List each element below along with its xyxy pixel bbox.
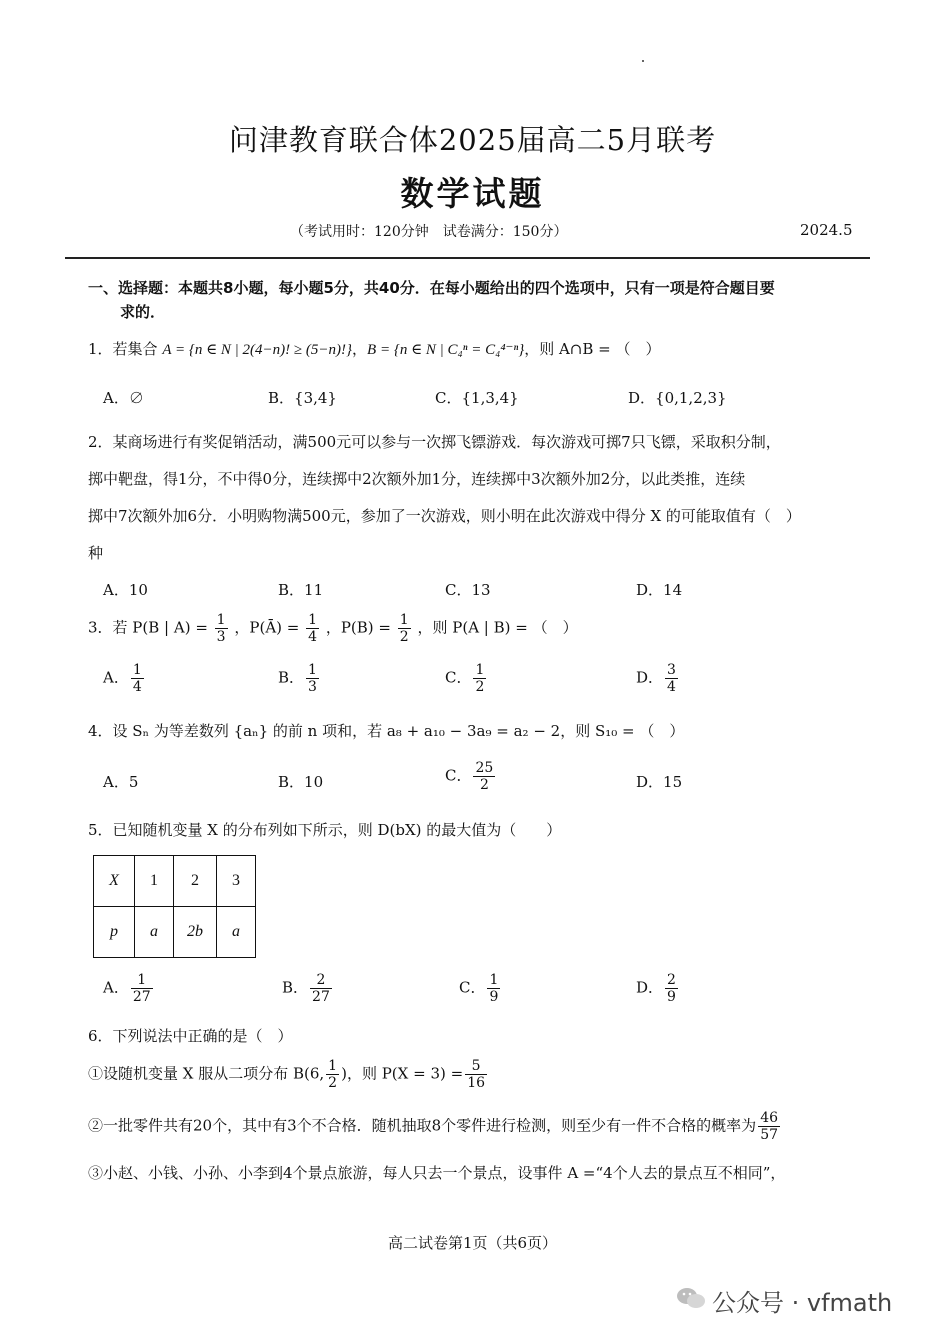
q4-c-den: 2 — [479, 777, 489, 793]
q5-option-a-label: A． — [103, 978, 129, 997]
q5-a-den: 27 — [132, 989, 151, 1005]
q3-option-b-label: B． — [278, 668, 305, 687]
q6-s1-num: 1 — [328, 1058, 338, 1074]
q3-fraction-3 — [398, 612, 411, 645]
q3-b-num: 1 — [308, 662, 317, 678]
q3-part3: ，P(B) = — [325, 618, 391, 637]
q3-f2-den: 4 — [308, 629, 318, 645]
q2-option-c: C．13 — [445, 581, 491, 599]
question-1-stem — [88, 338, 661, 359]
q3-f3-den: 2 — [399, 629, 409, 645]
q3-option-c — [445, 662, 488, 695]
q5-option-d-frac — [665, 972, 678, 1005]
q6-s1-part-b: )，则 P(X = 3) = — [341, 1064, 464, 1083]
q6-stem: 6．下列说法中正确的是（ ） — [88, 1027, 293, 1045]
q3-d-den: 4 — [667, 679, 676, 695]
table-cell: X — [94, 856, 135, 907]
q5-option-c-frac — [487, 972, 500, 1005]
q3-option-a-label: A． — [103, 668, 129, 687]
q6-s2-text: ②一批零件共有20个，其中有3个不合格．随机抽取8个零件进行检测，则至少有一件不合格的概率为 — [88, 1116, 757, 1135]
scan-speck — [642, 60, 644, 62]
q5-option-c-label: C． — [459, 978, 486, 997]
q3-option-b — [278, 662, 321, 695]
q4-option-d: D．15 — [636, 773, 683, 791]
table-cell: a — [217, 907, 256, 958]
q3-a-num: 1 — [132, 662, 142, 678]
watermark-text: 公众号 · vfmath — [712, 1289, 893, 1317]
q3-option-c-label: C． — [445, 668, 472, 687]
q3-option-b-frac — [306, 662, 319, 695]
q5-d-num: 2 — [667, 972, 676, 988]
q4-c-num: 25 — [475, 760, 494, 776]
q3-option-d — [636, 662, 680, 695]
q1-option-b: B．{3,4} — [268, 389, 337, 407]
q3-f2-num: 1 — [308, 612, 318, 628]
q6-s2-den: 57 — [760, 1127, 779, 1143]
table-cell: p — [94, 907, 135, 958]
q5-option-c — [459, 972, 502, 1005]
distribution-table — [93, 855, 256, 958]
q6-statement-2 — [88, 1110, 782, 1143]
exam-info: （考试用时：120分钟 试卷满分：150分） — [290, 224, 568, 240]
q6-s2-num: 46 — [760, 1110, 779, 1126]
q3-fraction-2 — [306, 612, 319, 645]
q5-option-a — [103, 972, 155, 1005]
question-3-stem — [88, 612, 578, 645]
q3-c-num: 1 — [475, 662, 485, 678]
subject-title: 数学试题 — [400, 174, 545, 213]
q3-f3-num: 1 — [399, 612, 409, 628]
q5-option-a-frac — [131, 972, 153, 1005]
q1-set-b: B = {n ∈ N | C₄ⁿ = C₄⁴⁻ⁿ} — [367, 342, 525, 358]
q6-s1-result-num: 5 — [465, 1058, 487, 1075]
section-heading — [88, 276, 775, 324]
table-cell: 2b — [174, 907, 217, 958]
table-cell: a — [135, 907, 174, 958]
q6-statement-1 — [88, 1058, 489, 1091]
q1-option-c: C．{1,3,4} — [435, 389, 519, 407]
q4-stem: 4．设 Sₙ 为等差数列 {aₙ} 的前 n 项和，若 a₈ + a₁₀ − 3a₉ = a₂ − 2，则 S₁₀ = （ ） — [88, 722, 685, 740]
q4-option-c-frac — [473, 760, 495, 793]
q3-part4: ，则 P(A | B) = （ ） — [417, 618, 578, 637]
q1-stem-a: 1．若集合 — [88, 340, 163, 358]
q3-a-den: 4 — [132, 679, 142, 695]
q6-s2-frac — [758, 1110, 780, 1143]
q3-option-a-frac — [131, 662, 144, 695]
q6-statement-3: ③小赵、小钱、小孙、小李到4个景点旅游，每人只去一个景点，设事件 A =“4个人去的景点互不相同”， — [88, 1164, 786, 1182]
q5-c-num: 1 — [489, 972, 499, 988]
wechat-icon — [676, 1286, 706, 1310]
table-cell: 3 — [217, 856, 256, 907]
q3-fraction-1 — [215, 612, 228, 645]
q5-option-d — [636, 972, 680, 1005]
q5-option-b — [282, 972, 334, 1005]
q3-f1-num: 1 — [216, 612, 226, 628]
q4-option-c — [445, 760, 497, 793]
q4-option-b: B．10 — [278, 773, 324, 791]
q6-s1-part-a: ①设随机变量 X 服从二项分布 B(6, — [88, 1064, 325, 1083]
q5-option-b-frac — [310, 972, 332, 1005]
q5-c-den: 9 — [489, 989, 499, 1005]
q3-f1-den: 3 — [216, 629, 226, 645]
q5-option-b-label: B． — [282, 978, 309, 997]
q2-option-d: D．14 — [636, 581, 683, 599]
q5-option-d-label: D． — [636, 978, 664, 997]
q1-option-d: D．{0,1,2,3} — [628, 389, 727, 407]
q6-s1-frac — [326, 1058, 339, 1091]
q3-part1: 3．若 P(B | A) = — [88, 618, 208, 637]
table-cell: 2 — [174, 856, 217, 907]
q2-option-a: A．10 — [103, 581, 148, 599]
section-heading-line2: 求的． — [120, 303, 166, 321]
q3-d-num: 3 — [667, 662, 676, 678]
q3-part2: ，P(Ā) = — [234, 618, 300, 637]
q5-b-den: 27 — [312, 989, 330, 1005]
q2-line1: 2．某商场进行有奖促销活动，满500元可以参与一次掷飞镖游戏．每次游戏可掷7只飞镖，采取积分制， — [88, 433, 781, 451]
q5-stem: 5．已知随机变量 X 的分布列如下所示，则 D(bX) 的最大值为（ ） — [88, 821, 562, 839]
q3-option-a — [103, 662, 146, 695]
table-row — [94, 907, 256, 958]
section-heading-line1: 一、选择题：本题共8小题，每小题5分，共40分．在每小题给出的四个选项中，只有一项是符合题目要 — [88, 279, 775, 297]
q3-option-d-frac — [665, 662, 678, 695]
q5-d-den: 9 — [667, 989, 676, 1005]
q3-b-den: 3 — [308, 679, 317, 695]
table-cell: 1 — [135, 856, 174, 907]
table-row — [94, 856, 256, 907]
q6-s1-den: 2 — [328, 1075, 338, 1091]
exam-date: 2024.5 — [800, 221, 853, 239]
q2-option-b: B．11 — [278, 581, 324, 599]
q1-option-a: A．∅ — [103, 389, 144, 407]
page-footer: 高二试卷第1页（共6页） — [387, 1234, 558, 1252]
q1-set-a: A = {n ∈ N | 2(4−n)! ≥ (5−n)!} — [162, 342, 353, 358]
q2-line3: 掷中7次额外加6分．小明购物满500元，参加了一次游戏，则小明在此次游戏中得分 X 的可能取值有（ ） — [88, 507, 801, 525]
q2-line2: 掷中靶盘，得1分，不中得0分，连续掷中2次额外加1分，连续掷中3次额外加2分，以此类推，连续 — [88, 470, 746, 488]
exam-title: 问津教育联合体2025届高二5月联考 — [228, 123, 717, 157]
q3-c-den: 2 — [475, 679, 485, 695]
q4-option-a: A．5 — [103, 773, 139, 791]
q1-stem-b: ，则 A∩B = （ ） — [524, 340, 661, 358]
q3-option-c-frac — [473, 662, 486, 695]
q2-line4: 种 — [88, 544, 104, 562]
q5-b-num: 2 — [310, 972, 332, 989]
header-divider — [65, 257, 870, 259]
q1-sep: ， — [352, 340, 368, 358]
q3-option-d-label: D． — [636, 668, 664, 687]
q6-s1-result-frac — [465, 1058, 487, 1091]
q6-s1-result-den: 16 — [467, 1075, 486, 1091]
q5-a-num: 1 — [131, 972, 153, 989]
q4-option-c-label: C． — [445, 766, 472, 785]
